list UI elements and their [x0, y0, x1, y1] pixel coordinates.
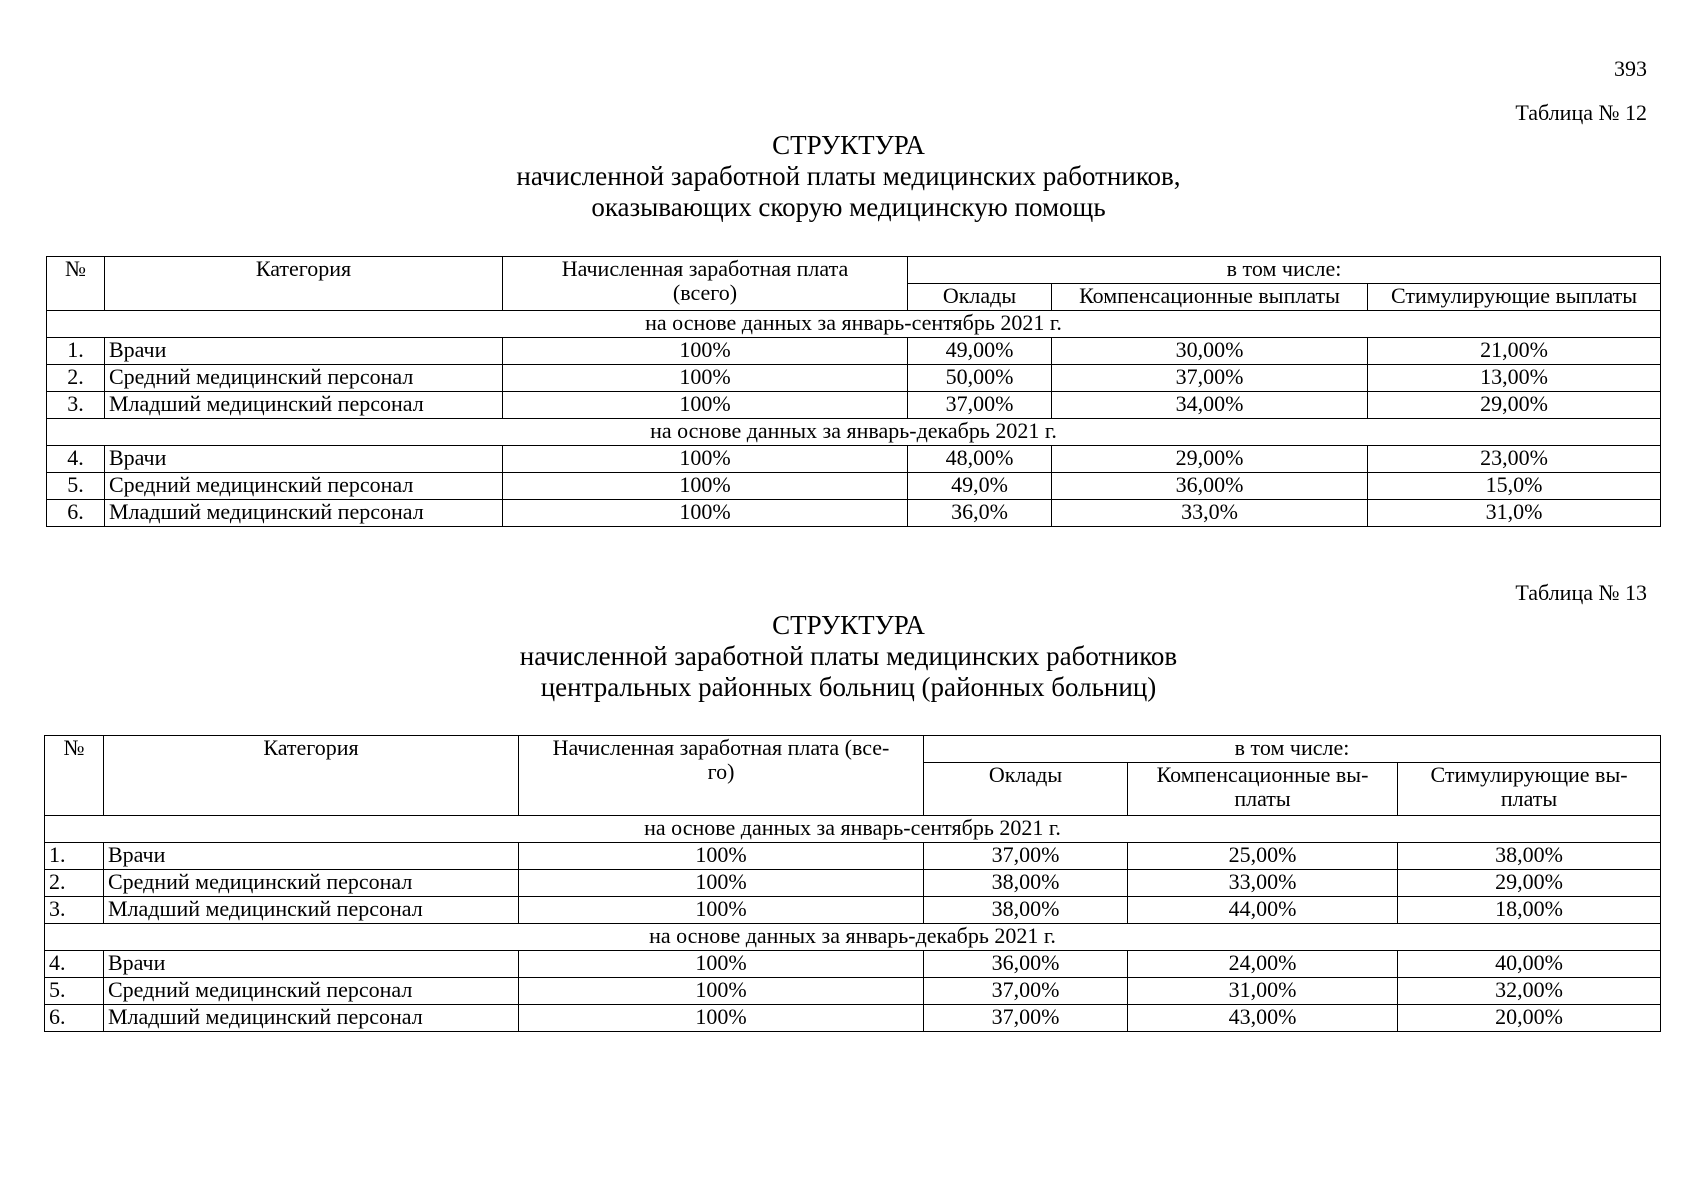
row-compensation: 24,00% [1128, 951, 1398, 978]
table-row [45, 1005, 1661, 1032]
row-incentive: 32,00% [1398, 978, 1661, 1005]
row-total: 100% [519, 897, 924, 924]
row-num: 1. [45, 843, 104, 870]
table-row [45, 843, 1661, 870]
table-row [47, 392, 1661, 419]
row-compensation: 34,00% [1052, 392, 1368, 419]
header-num: № [47, 257, 105, 311]
row-category: Средний медицинский персонал [105, 473, 503, 500]
row-total: 100% [503, 446, 908, 473]
table-row [47, 446, 1661, 473]
header-salaries: Оклады [908, 284, 1052, 311]
row-compensation: 30,00% [1052, 338, 1368, 365]
row-compensation: 36,00% [1052, 473, 1368, 500]
row-incentive: 23,00% [1368, 446, 1661, 473]
header-incentive-line-1: Стимулирующие вы- [1430, 762, 1628, 787]
table-row [47, 473, 1661, 500]
header-compensation: Компенсационные выплаты [1052, 284, 1368, 311]
row-incentive: 40,00% [1398, 951, 1661, 978]
table-row [47, 338, 1661, 365]
row-incentive: 20,00% [1398, 1005, 1661, 1032]
header-total-line-1: Начисленная заработная плата [561, 256, 849, 281]
row-salaries: 37,00% [908, 392, 1052, 419]
row-category: Врачи [105, 446, 503, 473]
row-incentive: 13,00% [1368, 365, 1661, 392]
row-salaries: 50,00% [908, 365, 1052, 392]
row-num: 2. [47, 365, 105, 392]
header-total [503, 257, 908, 311]
row-category: Младший медицинский персонал [104, 1005, 519, 1032]
row-salaries: 49,0% [908, 473, 1052, 500]
header-total-line-2: го) [707, 759, 735, 784]
row-total: 100% [503, 500, 908, 527]
table-13-label: Таблица № 13 [1515, 580, 1647, 605]
row-incentive: 31,0% [1368, 500, 1661, 527]
page-number: 393 [1614, 56, 1647, 81]
table-12-label: Таблица № 12 [1515, 100, 1647, 125]
table-row [45, 870, 1661, 897]
row-salaries: 37,00% [924, 978, 1128, 1005]
row-salaries: 48,00% [908, 446, 1052, 473]
row-salaries: 37,00% [924, 1005, 1128, 1032]
row-compensation: 33,0% [1052, 500, 1368, 527]
section-title: на основе данных за январь-сентябрь 2021 г. [45, 816, 1661, 843]
header-incentive: Стимулирующие выплаты [1368, 284, 1661, 311]
row-compensation: 31,00% [1128, 978, 1398, 1005]
row-category: Младший медицинский персонал [105, 500, 503, 527]
row-compensation: 25,00% [1128, 843, 1398, 870]
row-category: Средний медицинский персонал [105, 365, 503, 392]
row-total: 100% [519, 978, 924, 1005]
section-title: на основе данных за январь-сентябрь 2021 г. [47, 311, 1661, 338]
header-salaries: Оклады [924, 763, 1128, 816]
row-salaries: 49,00% [908, 338, 1052, 365]
header-total-line-2: (всего) [672, 280, 738, 305]
row-num: 2. [45, 870, 104, 897]
row-compensation: 44,00% [1128, 897, 1398, 924]
row-num: 6. [47, 500, 105, 527]
row-total: 100% [519, 1005, 924, 1032]
row-total: 100% [519, 951, 924, 978]
row-total: 100% [503, 365, 908, 392]
header-total [519, 736, 924, 816]
row-total: 100% [519, 843, 924, 870]
header-incentive [1398, 763, 1661, 816]
table-12-title: СТРУКТУРА [772, 130, 925, 160]
row-salaries: 36,0% [908, 500, 1052, 527]
table-13-subtitle-line-2: центральных районных больниц (районных больниц) [540, 672, 1157, 702]
row-salaries: 38,00% [924, 897, 1128, 924]
row-salaries: 36,00% [924, 951, 1128, 978]
row-num: 3. [47, 392, 105, 419]
row-salaries: 37,00% [924, 843, 1128, 870]
table-13-title: СТРУКТУРА [772, 610, 925, 640]
header-category: Категория [105, 257, 503, 311]
row-category: Врачи [104, 951, 519, 978]
table-row [47, 500, 1661, 527]
row-compensation: 33,00% [1128, 870, 1398, 897]
row-total: 100% [503, 392, 908, 419]
header-compensation-line-1: Компенсационные вы- [1156, 762, 1369, 787]
table-13-heading [0, 610, 1697, 703]
table-12 [46, 256, 1661, 527]
header-compensation [1128, 763, 1398, 816]
row-incentive: 21,00% [1368, 338, 1661, 365]
row-category: Врачи [104, 843, 519, 870]
table-row [47, 365, 1661, 392]
row-num: 4. [47, 446, 105, 473]
row-category: Младший медицинский персонал [105, 392, 503, 419]
row-compensation: 43,00% [1128, 1005, 1398, 1032]
row-salaries: 38,00% [924, 870, 1128, 897]
row-category: Средний медицинский персонал [104, 978, 519, 1005]
table-row [45, 978, 1661, 1005]
row-num: 1. [47, 338, 105, 365]
row-compensation: 37,00% [1052, 365, 1368, 392]
row-num: 4. [45, 951, 104, 978]
row-num: 3. [45, 897, 104, 924]
table-13-subtitle-line-1: начисленной заработной платы медицинских работников [519, 641, 1178, 671]
header-including: в том числе: [924, 736, 1661, 763]
section-title: на основе данных за январь-декабрь 2021 г. [45, 924, 1661, 951]
table-row [45, 897, 1661, 924]
row-incentive: 38,00% [1398, 843, 1661, 870]
row-incentive: 15,0% [1368, 473, 1661, 500]
row-incentive: 18,00% [1398, 897, 1661, 924]
header-total-line-1: Начисленная заработная плата (все- [552, 735, 890, 760]
section-title: на основе данных за январь-декабрь 2021 г. [47, 419, 1661, 446]
row-category: Врачи [105, 338, 503, 365]
row-num: 5. [45, 978, 104, 1005]
row-incentive: 29,00% [1398, 870, 1661, 897]
table-13 [44, 735, 1661, 1032]
row-category: Средний медицинский персонал [104, 870, 519, 897]
header-compensation-line-2: платы [1234, 786, 1291, 811]
row-total: 100% [503, 473, 908, 500]
row-num: 6. [45, 1005, 104, 1032]
row-num: 5. [47, 473, 105, 500]
header-num: № [45, 736, 104, 816]
table-row [45, 951, 1661, 978]
row-incentive: 29,00% [1368, 392, 1661, 419]
row-total: 100% [519, 870, 924, 897]
row-compensation: 29,00% [1052, 446, 1368, 473]
table-12-subtitle-line-2: оказывающих скорую медицинскую помощь [591, 192, 1106, 222]
row-category: Младший медицинский персонал [104, 897, 519, 924]
header-including: в том числе: [908, 257, 1661, 284]
header-incentive-line-2: платы [1500, 786, 1558, 811]
table-12-heading [0, 130, 1697, 223]
table-12-subtitle-line-1: начисленной заработной платы медицинских работников, [516, 161, 1181, 191]
header-category: Категория [104, 736, 519, 816]
row-total: 100% [503, 338, 908, 365]
